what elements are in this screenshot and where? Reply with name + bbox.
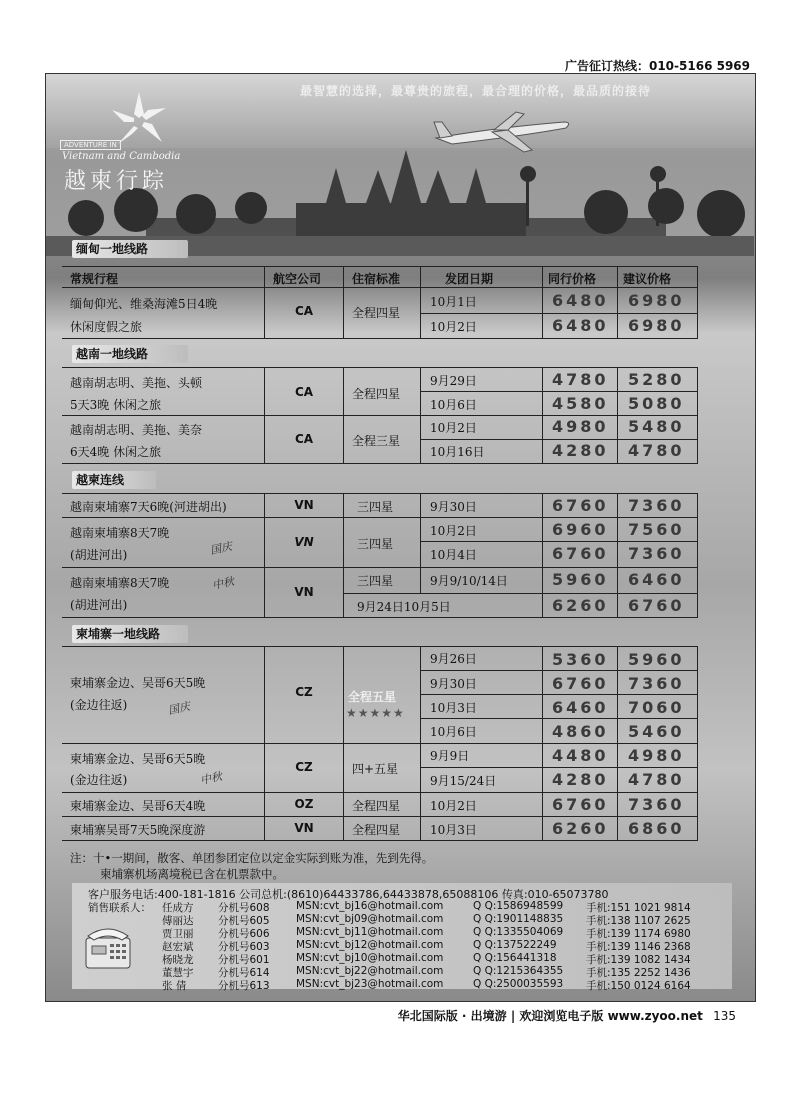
trip-name: 柬埔寨金边、吴哥6天4晚 bbox=[70, 799, 206, 813]
peer-price: 4980 bbox=[552, 417, 609, 436]
section-vietnam: 越南一地线路 bbox=[72, 345, 188, 363]
suggested-price: 4780 bbox=[628, 770, 685, 789]
suggested-price: 5280 bbox=[628, 370, 685, 389]
contact-qq: Q Q:1215364355 bbox=[473, 965, 564, 977]
contact-qq: Q Q:137522249 bbox=[473, 939, 557, 951]
airline-code: CZ bbox=[295, 760, 313, 774]
suggested-price: 6460 bbox=[628, 570, 685, 589]
column-rule bbox=[617, 266, 618, 338]
peer-price: 4280 bbox=[552, 441, 609, 460]
section-cambodia: 柬埔寨一地线路 bbox=[72, 625, 188, 643]
national-day-stamp: 国庆 bbox=[208, 539, 234, 558]
suggested-price: 7360 bbox=[628, 795, 685, 814]
peer-price: 4860 bbox=[552, 722, 609, 741]
departure-date: 9月9/10/14日 bbox=[430, 574, 508, 588]
contact-extension: 分机号614 bbox=[218, 967, 270, 979]
trip-name: 柬埔寨金边、吴哥6天5晚 bbox=[70, 676, 206, 690]
row-rule bbox=[420, 718, 698, 719]
trip-name: 越南胡志明、美拖、美奈 bbox=[70, 423, 203, 437]
suggested-price: 7360 bbox=[628, 544, 685, 563]
header-hotel: 住宿标准 bbox=[352, 272, 401, 286]
column-rule bbox=[343, 266, 344, 338]
mid-autumn-stamp: 中秋 bbox=[198, 769, 224, 788]
airline-code: CA bbox=[294, 385, 314, 399]
departure-date: 9月15/24日 bbox=[430, 774, 497, 788]
service-phones: 客户服务电话:400-181-1816 公司总机:(8610)64433786,64433878,65088106 传真:010-65073780 bbox=[88, 888, 609, 901]
peer-price: 4780 bbox=[552, 370, 609, 389]
trip-subtitle: 5天3晚 休闲之旅 bbox=[70, 398, 162, 412]
booking-note: 注：十•一期间，散客、单团参团定位以定金实际到账为准，先到先得。 bbox=[70, 851, 434, 865]
section-myanmar: 缅甸一地线路 bbox=[72, 240, 188, 258]
mid-autumn-stamp: 中秋 bbox=[210, 574, 236, 593]
departure-date: 9月30日 bbox=[430, 500, 477, 514]
suggested-price: 5960 bbox=[628, 650, 685, 669]
contact-qq: Q Q:156441318 bbox=[473, 952, 557, 964]
row-rule bbox=[343, 593, 698, 594]
column-rule bbox=[542, 266, 543, 338]
departure-date: 10月2日 bbox=[430, 524, 477, 538]
contact-mobile: 手机:151 1021 9814 bbox=[586, 902, 691, 914]
contact-mobile: 手机:135 2252 1436 bbox=[586, 967, 691, 979]
suggested-price: 6760 bbox=[628, 596, 685, 615]
contact-mobile: 手机:138 1107 2625 bbox=[586, 915, 691, 927]
suggested-price: 7560 bbox=[628, 520, 685, 539]
hotel-standard: 全程五星 bbox=[348, 690, 397, 704]
contact-msn: MSN:cvt_bj22@hotmail.com bbox=[296, 965, 444, 977]
table-rule bbox=[62, 517, 698, 518]
airline-code: OZ bbox=[294, 797, 314, 811]
hotel-standard: 全程三星 bbox=[352, 434, 401, 448]
column-rule bbox=[697, 266, 698, 338]
header-suggested-price: 建议价格 bbox=[623, 272, 672, 286]
trip-subtitle: (胡进河出) bbox=[70, 548, 128, 562]
table-rule bbox=[62, 743, 698, 744]
airplane-icon bbox=[432, 108, 572, 156]
contact-name: 贾卫丽 bbox=[162, 928, 194, 940]
suggested-price: 7360 bbox=[628, 496, 685, 515]
trip-subtitle: 休闲度假之旅 bbox=[70, 320, 143, 334]
hotel-standard: 全程四星 bbox=[352, 387, 401, 401]
table-rule bbox=[62, 415, 698, 416]
airline-code: CZ bbox=[295, 685, 313, 699]
contact-msn: MSN:cvt_bj23@hotmail.com bbox=[296, 978, 444, 990]
contact-name: 赵宏斌 bbox=[162, 941, 194, 953]
suggested-price: 7060 bbox=[628, 698, 685, 717]
table-rule bbox=[62, 792, 698, 793]
suggested-price: 7360 bbox=[628, 674, 685, 693]
departure-date: 10月4日 bbox=[430, 548, 477, 562]
column-rule bbox=[697, 493, 698, 617]
peer-price: 4280 bbox=[552, 770, 609, 789]
departure-date: 10月1日 bbox=[430, 295, 477, 309]
trip-name: 越南柬埔寨8天7晚 bbox=[70, 526, 170, 540]
hotel-standard: 全程四星 bbox=[352, 306, 401, 320]
peer-price: 6760 bbox=[552, 544, 609, 563]
row-rule bbox=[420, 694, 698, 695]
contact-qq: Q Q:1586948599 bbox=[473, 900, 564, 912]
peer-price: 6260 bbox=[552, 596, 609, 615]
table-rule bbox=[62, 567, 698, 568]
contact-extension: 分机号606 bbox=[218, 928, 270, 940]
slogan: 最智慧的选择，最尊贵的旅程，最合理的价格，最品质的接待 bbox=[300, 84, 652, 98]
trip-name: 缅甸仰光、维桑海滩5日4晚 bbox=[70, 297, 218, 311]
table-rule bbox=[62, 816, 698, 817]
suggested-price: 6980 bbox=[628, 291, 685, 310]
header-airline: 航空公司 bbox=[273, 272, 322, 286]
trip-name: 越南柬埔寨8天7晚 bbox=[70, 576, 170, 590]
trip-subtitle: (胡进河出) bbox=[70, 598, 128, 612]
column-rule bbox=[420, 266, 421, 338]
departure-date: 10月6日 bbox=[430, 725, 477, 739]
suggested-price: 5080 bbox=[628, 394, 685, 413]
suggested-price: 6860 bbox=[628, 819, 685, 838]
peer-price: 6960 bbox=[552, 520, 609, 539]
brand-adventure-text: ADVENTURE IN bbox=[60, 140, 121, 150]
table-rule bbox=[62, 287, 698, 288]
sales-label: 销售联系人： bbox=[88, 902, 151, 914]
row-rule bbox=[420, 391, 698, 392]
airline-code: VN bbox=[294, 821, 314, 835]
contact-mobile: 手机:139 1174 6980 bbox=[586, 928, 691, 940]
contact-extension: 分机号613 bbox=[218, 980, 270, 992]
contact-qq: Q Q:1335504069 bbox=[473, 926, 564, 938]
suggested-price: 4980 bbox=[628, 746, 685, 765]
hotel-standard: 三四星 bbox=[357, 500, 394, 514]
trip-subtitle: 6天4晚 休闲之旅 bbox=[70, 445, 162, 459]
table-rule bbox=[62, 338, 698, 339]
contact-mobile: 手机:150 0124 6164 bbox=[586, 980, 691, 992]
trip-subtitle: (金边往返) bbox=[70, 698, 128, 712]
row-rule bbox=[420, 439, 698, 440]
ad-hotline: 广告征订热线：010-5166 5969 bbox=[564, 59, 750, 73]
telephone-icon bbox=[82, 920, 134, 972]
footer-text: 华北国际版 · 出境游 | 欢迎浏览电子版 www.zyoo.net bbox=[397, 1009, 703, 1023]
peer-price: 6460 bbox=[552, 698, 609, 717]
trip-name: 柬埔寨吴哥7天5晚深度游 bbox=[70, 823, 206, 837]
column-rule bbox=[264, 266, 265, 338]
departure-date: 10月2日 bbox=[430, 799, 477, 813]
contact-msn: MSN:cvt_bj12@hotmail.com bbox=[296, 939, 444, 951]
contact-name: 杨晓龙 bbox=[162, 954, 194, 966]
peer-price: 4480 bbox=[552, 746, 609, 765]
peer-price: 6760 bbox=[552, 674, 609, 693]
trip-name: 柬埔寨金边、吴哥6天5晚 bbox=[70, 752, 206, 766]
contact-msn: MSN:cvt_bj11@hotmail.com bbox=[296, 926, 444, 938]
table-rule bbox=[62, 646, 698, 647]
airline-code: VN bbox=[294, 585, 314, 599]
peer-price: 6260 bbox=[552, 819, 609, 838]
national-day-stamp: 国庆 bbox=[166, 699, 192, 718]
row-rule bbox=[420, 670, 698, 671]
contact-name: 傅丽达 bbox=[162, 915, 194, 927]
contact-extension: 分机号605 bbox=[218, 915, 270, 927]
contact-name: 张 倩 bbox=[162, 980, 187, 992]
peer-price: 5360 bbox=[552, 650, 609, 669]
brand-english-name: Vietnam and Cambodia bbox=[62, 151, 181, 162]
peer-price: 6480 bbox=[552, 316, 609, 335]
brand-chinese-name: 越柬行踪 bbox=[64, 169, 169, 194]
departure-date: 10月16日 bbox=[430, 445, 485, 459]
column-rule bbox=[617, 493, 618, 617]
table-rule bbox=[62, 493, 698, 494]
contact-extension: 分机号608 bbox=[218, 902, 270, 914]
peer-price: 6480 bbox=[552, 291, 609, 310]
contact-extension: 分机号603 bbox=[218, 941, 270, 953]
suggested-price: 6980 bbox=[628, 316, 685, 335]
contact-mobile: 手机:139 1082 1434 bbox=[586, 954, 691, 966]
row-rule bbox=[420, 541, 698, 542]
column-rule bbox=[542, 493, 543, 617]
departure-date: 9月30日 bbox=[430, 677, 477, 691]
departure-date: 10月2日 bbox=[430, 421, 477, 435]
departure-date: 9月26日 bbox=[430, 652, 477, 666]
peer-price: 4580 bbox=[552, 394, 609, 413]
contact-msn: MSN:cvt_bj10@hotmail.com bbox=[296, 952, 444, 964]
contact-mobile: 手机:139 1146 2368 bbox=[586, 941, 691, 953]
hotel-standard: 全程四星 bbox=[352, 799, 401, 813]
suggested-price: 5480 bbox=[628, 417, 685, 436]
contact-msn: MSN:cvt_bj16@hotmail.com bbox=[296, 900, 444, 912]
row-rule bbox=[420, 313, 698, 314]
header-date: 发团日期 bbox=[445, 272, 494, 286]
contact-qq: Q Q:2500035593 bbox=[473, 978, 564, 990]
departure-date: 9月24日10月5日 bbox=[357, 600, 451, 614]
contact-qq: Q Q:1901148835 bbox=[473, 913, 564, 925]
trip-name: 越南胡志明、美拖、头顿 bbox=[70, 376, 203, 390]
table-rule bbox=[62, 463, 698, 464]
table-rule bbox=[62, 840, 698, 841]
hotel-standard: 三四星 bbox=[357, 574, 394, 588]
departure-date: 10月3日 bbox=[430, 701, 477, 715]
page-number: 135 bbox=[713, 1009, 736, 1023]
table-rule bbox=[62, 266, 698, 267]
peer-price: 6760 bbox=[552, 496, 609, 515]
peer-price: 6760 bbox=[552, 795, 609, 814]
row-rule bbox=[420, 767, 698, 768]
departure-date: 9月29日 bbox=[430, 374, 477, 388]
departure-date: 10月3日 bbox=[430, 823, 477, 837]
peer-price: 5960 bbox=[552, 570, 609, 589]
suggested-price: 4780 bbox=[628, 441, 685, 460]
header-peer-price: 同行价格 bbox=[548, 272, 597, 286]
airline-code: CA bbox=[294, 432, 314, 446]
page-footer bbox=[398, 1007, 736, 1024]
table-rule bbox=[62, 367, 698, 368]
contact-msn: MSN:cvt_bj09@hotmail.com bbox=[296, 913, 444, 925]
header-itinerary: 常规行程 bbox=[70, 272, 119, 286]
departure-date: 9月9日 bbox=[430, 749, 470, 763]
section-vietnam-cambodia: 越柬连线 bbox=[72, 471, 156, 489]
departure-date: 10月6日 bbox=[430, 398, 477, 412]
airline-code: VN bbox=[294, 535, 314, 549]
airline-code: CA bbox=[294, 304, 314, 318]
contact-name: 董慧宇 bbox=[162, 967, 194, 979]
tax-note: 柬埔寨机场离境税已含在机票款中。 bbox=[100, 867, 284, 881]
hotel-standard: 三四星 bbox=[357, 537, 394, 551]
trip-subtitle: (金边往返) bbox=[70, 773, 128, 787]
suggested-price: 5460 bbox=[628, 722, 685, 741]
trip-name: 越南柬埔寨7天6晚(河进胡出) bbox=[70, 500, 227, 514]
departure-date: 10月2日 bbox=[430, 320, 477, 334]
airline-code: VN bbox=[294, 498, 314, 512]
column-rule bbox=[420, 493, 421, 593]
table-rule bbox=[62, 617, 698, 618]
contact-name: 任成方 bbox=[162, 902, 194, 914]
five-star-rating: ★★★★★ bbox=[346, 706, 405, 720]
contact-extension: 分机号601 bbox=[218, 954, 270, 966]
hotel-standard: 全程四星 bbox=[352, 823, 401, 837]
hotel-standard: 四+五星 bbox=[352, 762, 399, 776]
